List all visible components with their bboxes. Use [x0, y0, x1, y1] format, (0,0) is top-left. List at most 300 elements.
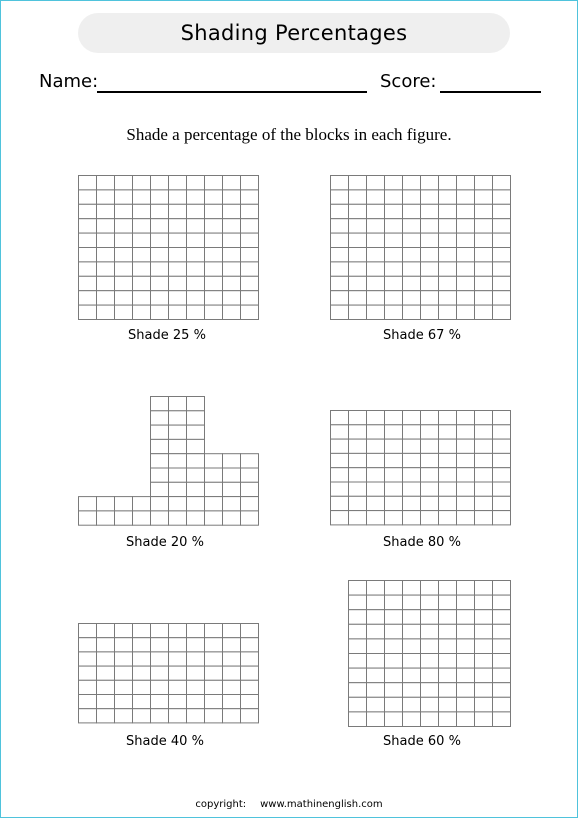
- grid-cell[interactable]: [223, 468, 241, 482]
- figure-grid-5[interactable]: [78, 623, 259, 723]
- grid-cell[interactable]: [421, 697, 439, 712]
- grid-cell[interactable]: [241, 652, 259, 666]
- grid-cell[interactable]: [457, 305, 475, 319]
- grid-cell[interactable]: [493, 610, 511, 625]
- grid-cell[interactable]: [475, 511, 493, 525]
- grid-cell[interactable]: [151, 248, 169, 262]
- grid-cell[interactable]: [169, 425, 187, 439]
- grid-cell[interactable]: [403, 248, 421, 262]
- grid-cell[interactable]: [169, 439, 187, 453]
- grid-cell[interactable]: [241, 204, 259, 218]
- grid-cell[interactable]: [403, 425, 421, 439]
- grid-cell[interactable]: [79, 695, 97, 709]
- grid-cell[interactable]: [133, 219, 151, 233]
- grid-cell[interactable]: [457, 712, 475, 727]
- grid-cell[interactable]: [475, 610, 493, 625]
- grid-cell[interactable]: [151, 291, 169, 305]
- grid-cell[interactable]: [493, 712, 511, 727]
- grid-cell[interactable]: [493, 654, 511, 669]
- grid-cell[interactable]: [385, 411, 403, 425]
- grid-cell[interactable]: [475, 712, 493, 727]
- grid-cell[interactable]: [403, 439, 421, 453]
- grid-cell[interactable]: [457, 439, 475, 453]
- grid-cell[interactable]: [367, 233, 385, 247]
- grid-cell[interactable]: [457, 683, 475, 698]
- grid-cell[interactable]: [187, 248, 205, 262]
- grid-cell[interactable]: [187, 468, 205, 482]
- grid-cell[interactable]: [169, 411, 187, 425]
- grid-cell[interactable]: [241, 709, 259, 723]
- grid-cell[interactable]: [475, 233, 493, 247]
- grid-cell[interactable]: [97, 248, 115, 262]
- grid-cell[interactable]: [205, 291, 223, 305]
- grid-cell[interactable]: [169, 397, 187, 411]
- grid-cell[interactable]: [457, 482, 475, 496]
- grid-cell[interactable]: [97, 219, 115, 233]
- grid-cell[interactable]: [403, 511, 421, 525]
- grid-cell[interactable]: [493, 262, 511, 276]
- grid-cell[interactable]: [187, 482, 205, 496]
- grid-cell[interactable]: [457, 595, 475, 610]
- grid-cell[interactable]: [421, 219, 439, 233]
- grid-cell[interactable]: [205, 248, 223, 262]
- grid-cell[interactable]: [403, 190, 421, 204]
- grid-cell[interactable]: [187, 176, 205, 190]
- grid-cell[interactable]: [493, 511, 511, 525]
- grid-cell[interactable]: [385, 581, 403, 596]
- grid-cell[interactable]: [349, 190, 367, 204]
- grid-cell[interactable]: [421, 683, 439, 698]
- grid-cell[interactable]: [367, 712, 385, 727]
- grid-cell[interactable]: [367, 595, 385, 610]
- grid-cell[interactable]: [241, 468, 259, 482]
- grid-cell[interactable]: [367, 683, 385, 698]
- grid-cell[interactable]: [223, 624, 241, 638]
- grid-cell[interactable]: [367, 639, 385, 654]
- grid-cell[interactable]: [115, 219, 133, 233]
- grid-cell[interactable]: [331, 411, 349, 425]
- grid-cell[interactable]: [187, 425, 205, 439]
- grid-cell[interactable]: [475, 581, 493, 596]
- grid-cell[interactable]: [403, 233, 421, 247]
- grid-cell[interactable]: [187, 411, 205, 425]
- grid-cell[interactable]: [403, 219, 421, 233]
- grid-cell[interactable]: [475, 425, 493, 439]
- grid-cell[interactable]: [385, 496, 403, 510]
- grid-cell[interactable]: [169, 709, 187, 723]
- grid-cell[interactable]: [403, 595, 421, 610]
- grid-cell[interactable]: [205, 680, 223, 694]
- grid-cell[interactable]: [421, 453, 439, 467]
- grid-cell[interactable]: [457, 496, 475, 510]
- grid-cell[interactable]: [133, 497, 151, 511]
- grid-cell[interactable]: [187, 233, 205, 247]
- grid-cell[interactable]: [367, 697, 385, 712]
- grid-cell[interactable]: [151, 652, 169, 666]
- grid-cell[interactable]: [97, 204, 115, 218]
- grid-cell[interactable]: [439, 248, 457, 262]
- grid-cell[interactable]: [385, 511, 403, 525]
- grid-cell[interactable]: [115, 497, 133, 511]
- grid-cell[interactable]: [385, 683, 403, 698]
- figure-grid-4[interactable]: [330, 410, 511, 525]
- grid-cell[interactable]: [205, 666, 223, 680]
- grid-cell[interactable]: [349, 468, 367, 482]
- grid-cell[interactable]: [385, 425, 403, 439]
- grid-cell[interactable]: [115, 176, 133, 190]
- grid-cell[interactable]: [349, 697, 367, 712]
- grid-cell[interactable]: [403, 204, 421, 218]
- grid-cell[interactable]: [151, 190, 169, 204]
- grid-cell[interactable]: [385, 291, 403, 305]
- grid-cell[interactable]: [421, 190, 439, 204]
- grid-cell[interactable]: [187, 219, 205, 233]
- grid-cell[interactable]: [97, 680, 115, 694]
- grid-cell[interactable]: [475, 176, 493, 190]
- grid-cell[interactable]: [223, 219, 241, 233]
- grid-cell[interactable]: [475, 639, 493, 654]
- grid-cell[interactable]: [151, 709, 169, 723]
- grid-cell[interactable]: [403, 291, 421, 305]
- grid-cell[interactable]: [493, 639, 511, 654]
- grid-cell[interactable]: [421, 712, 439, 727]
- grid-cell[interactable]: [457, 176, 475, 190]
- grid-cell[interactable]: [169, 680, 187, 694]
- grid-cell[interactable]: [151, 305, 169, 319]
- grid-cell[interactable]: [115, 680, 133, 694]
- grid-cell[interactable]: [187, 190, 205, 204]
- grid-cell[interactable]: [367, 190, 385, 204]
- grid-cell[interactable]: [403, 453, 421, 467]
- grid-cell[interactable]: [493, 697, 511, 712]
- grid-cell[interactable]: [115, 638, 133, 652]
- grid-cell[interactable]: [97, 666, 115, 680]
- grid-cell[interactable]: [223, 190, 241, 204]
- grid-cell[interactable]: [241, 262, 259, 276]
- grid-cell[interactable]: [187, 497, 205, 511]
- grid-cell[interactable]: [133, 666, 151, 680]
- grid-cell[interactable]: [241, 233, 259, 247]
- grid-cell[interactable]: [115, 233, 133, 247]
- grid-cell[interactable]: [457, 219, 475, 233]
- grid-cell[interactable]: [439, 654, 457, 669]
- grid-cell[interactable]: [385, 468, 403, 482]
- grid-cell[interactable]: [79, 219, 97, 233]
- figure-grid-6[interactable]: [348, 580, 511, 727]
- grid-cell[interactable]: [115, 511, 133, 525]
- grid-cell[interactable]: [115, 305, 133, 319]
- grid-cell[interactable]: [169, 262, 187, 276]
- grid-cell[interactable]: [439, 511, 457, 525]
- grid-cell[interactable]: [205, 624, 223, 638]
- grid-cell[interactable]: [367, 482, 385, 496]
- grid-cell[interactable]: [169, 695, 187, 709]
- grid-cell[interactable]: [403, 496, 421, 510]
- grid-cell[interactable]: [367, 668, 385, 683]
- grid-cell[interactable]: [385, 639, 403, 654]
- grid-cell[interactable]: [439, 204, 457, 218]
- grid-cell[interactable]: [205, 709, 223, 723]
- grid-cell[interactable]: [169, 638, 187, 652]
- grid-cell[interactable]: [331, 248, 349, 262]
- grid-cell[interactable]: [241, 511, 259, 525]
- grid-cell[interactable]: [223, 204, 241, 218]
- grid-cell[interactable]: [385, 697, 403, 712]
- grid-cell[interactable]: [385, 610, 403, 625]
- grid-cell[interactable]: [385, 712, 403, 727]
- grid-cell[interactable]: [475, 468, 493, 482]
- grid-cell[interactable]: [403, 610, 421, 625]
- grid-cell[interactable]: [421, 262, 439, 276]
- grid-cell[interactable]: [439, 712, 457, 727]
- grid-cell[interactable]: [169, 305, 187, 319]
- grid-cell[interactable]: [403, 305, 421, 319]
- grid-cell[interactable]: [349, 425, 367, 439]
- grid-cell[interactable]: [385, 233, 403, 247]
- grid-cell[interactable]: [205, 305, 223, 319]
- grid-cell[interactable]: [439, 468, 457, 482]
- grid-cell[interactable]: [349, 624, 367, 639]
- grid-cell[interactable]: [331, 204, 349, 218]
- grid-cell[interactable]: [475, 248, 493, 262]
- grid-cell[interactable]: [493, 468, 511, 482]
- grid-cell[interactable]: [241, 624, 259, 638]
- grid-cell[interactable]: [475, 190, 493, 204]
- grid-cell[interactable]: [223, 511, 241, 525]
- grid-cell[interactable]: [367, 176, 385, 190]
- grid-cell[interactable]: [97, 276, 115, 290]
- grid-cell[interactable]: [151, 176, 169, 190]
- grid-cell[interactable]: [97, 511, 115, 525]
- grid-cell[interactable]: [187, 305, 205, 319]
- grid-cell[interactable]: [241, 276, 259, 290]
- grid-cell[interactable]: [493, 425, 511, 439]
- grid-cell[interactable]: [223, 454, 241, 468]
- grid-cell[interactable]: [439, 482, 457, 496]
- grid-cell[interactable]: [169, 454, 187, 468]
- grid-cell[interactable]: [457, 262, 475, 276]
- grid-cell[interactable]: [421, 468, 439, 482]
- grid-cell[interactable]: [439, 262, 457, 276]
- grid-cell[interactable]: [205, 482, 223, 496]
- grid-cell[interactable]: [79, 624, 97, 638]
- grid-cell[interactable]: [331, 233, 349, 247]
- grid-cell[interactable]: [493, 482, 511, 496]
- grid-cell[interactable]: [187, 666, 205, 680]
- grid-cell[interactable]: [241, 190, 259, 204]
- grid-cell[interactable]: [457, 654, 475, 669]
- grid-cell[interactable]: [403, 276, 421, 290]
- grid-cell[interactable]: [331, 176, 349, 190]
- grid-cell[interactable]: [205, 652, 223, 666]
- grid-cell[interactable]: [349, 683, 367, 698]
- grid-cell[interactable]: [457, 610, 475, 625]
- grid-cell[interactable]: [205, 511, 223, 525]
- grid-cell[interactable]: [367, 248, 385, 262]
- grid-cell[interactable]: [223, 482, 241, 496]
- grid-cell[interactable]: [385, 204, 403, 218]
- grid-cell[interactable]: [367, 425, 385, 439]
- grid-cell[interactable]: [367, 262, 385, 276]
- grid-cell[interactable]: [331, 439, 349, 453]
- grid-cell[interactable]: [151, 425, 169, 439]
- grid-cell[interactable]: [331, 262, 349, 276]
- grid-cell[interactable]: [169, 176, 187, 190]
- grid-cell[interactable]: [223, 233, 241, 247]
- grid-cell[interactable]: [439, 291, 457, 305]
- grid-cell[interactable]: [151, 204, 169, 218]
- grid-cell[interactable]: [475, 453, 493, 467]
- figure-grid-2[interactable]: [330, 175, 511, 320]
- grid-cell[interactable]: [187, 624, 205, 638]
- grid-cell[interactable]: [475, 654, 493, 669]
- grid-cell[interactable]: [439, 233, 457, 247]
- grid-cell[interactable]: [241, 680, 259, 694]
- grid-cell[interactable]: [133, 624, 151, 638]
- grid-cell[interactable]: [493, 595, 511, 610]
- grid-cell[interactable]: [205, 219, 223, 233]
- grid-cell[interactable]: [241, 695, 259, 709]
- grid-cell[interactable]: [169, 624, 187, 638]
- grid-cell[interactable]: [349, 219, 367, 233]
- grid-cell[interactable]: [457, 468, 475, 482]
- grid-cell[interactable]: [421, 595, 439, 610]
- grid-cell[interactable]: [349, 276, 367, 290]
- grid-cell[interactable]: [349, 262, 367, 276]
- grid-cell[interactable]: [187, 680, 205, 694]
- grid-cell[interactable]: [349, 595, 367, 610]
- grid-cell[interactable]: [475, 305, 493, 319]
- grid-cell[interactable]: [187, 204, 205, 218]
- grid-cell[interactable]: [133, 176, 151, 190]
- grid-cell[interactable]: [385, 482, 403, 496]
- grid-cell[interactable]: [439, 439, 457, 453]
- grid-cell[interactable]: [133, 680, 151, 694]
- grid-cell[interactable]: [421, 610, 439, 625]
- grid-cell[interactable]: [223, 497, 241, 511]
- grid-cell[interactable]: [241, 482, 259, 496]
- grid-cell[interactable]: [385, 654, 403, 669]
- grid-cell[interactable]: [79, 497, 97, 511]
- grid-cell[interactable]: [475, 439, 493, 453]
- grid-cell[interactable]: [187, 511, 205, 525]
- grid-cell[interactable]: [241, 219, 259, 233]
- grid-cell[interactable]: [421, 411, 439, 425]
- grid-cell[interactable]: [403, 654, 421, 669]
- grid-cell[interactable]: [367, 291, 385, 305]
- grid-cell[interactable]: [349, 411, 367, 425]
- grid-cell[interactable]: [97, 262, 115, 276]
- grid-cell[interactable]: [133, 638, 151, 652]
- grid-cell[interactable]: [385, 190, 403, 204]
- grid-cell[interactable]: [493, 453, 511, 467]
- grid-cell[interactable]: [439, 190, 457, 204]
- grid-cell[interactable]: [169, 204, 187, 218]
- grid-cell[interactable]: [169, 233, 187, 247]
- grid-cell[interactable]: [133, 695, 151, 709]
- grid-cell[interactable]: [115, 624, 133, 638]
- grid-cell[interactable]: [169, 248, 187, 262]
- grid-cell[interactable]: [475, 219, 493, 233]
- grid-cell[interactable]: [403, 624, 421, 639]
- grid-cell[interactable]: [475, 276, 493, 290]
- grid-cell[interactable]: [349, 305, 367, 319]
- grid-cell[interactable]: [133, 190, 151, 204]
- grid-cell[interactable]: [223, 176, 241, 190]
- grid-cell[interactable]: [331, 482, 349, 496]
- grid-cell[interactable]: [421, 511, 439, 525]
- grid-cell[interactable]: [385, 624, 403, 639]
- grid-cell[interactable]: [97, 305, 115, 319]
- grid-cell[interactable]: [115, 190, 133, 204]
- grid-cell[interactable]: [421, 291, 439, 305]
- grid-cell[interactable]: [421, 654, 439, 669]
- grid-cell[interactable]: [151, 411, 169, 425]
- grid-cell[interactable]: [457, 425, 475, 439]
- grid-cell[interactable]: [349, 511, 367, 525]
- grid-cell[interactable]: [223, 291, 241, 305]
- grid-cell[interactable]: [169, 291, 187, 305]
- grid-cell[interactable]: [367, 453, 385, 467]
- grid-cell[interactable]: [421, 639, 439, 654]
- grid-cell[interactable]: [457, 697, 475, 712]
- grid-cell[interactable]: [367, 305, 385, 319]
- grid-cell[interactable]: [79, 652, 97, 666]
- grid-cell[interactable]: [187, 709, 205, 723]
- grid-cell[interactable]: [151, 276, 169, 290]
- grid-cell[interactable]: [439, 276, 457, 290]
- grid-cell[interactable]: [367, 411, 385, 425]
- grid-cell[interactable]: [241, 454, 259, 468]
- grid-cell[interactable]: [439, 219, 457, 233]
- grid-cell[interactable]: [421, 482, 439, 496]
- grid-cell[interactable]: [151, 482, 169, 496]
- grid-cell[interactable]: [97, 638, 115, 652]
- grid-cell[interactable]: [349, 439, 367, 453]
- grid-cell[interactable]: [493, 439, 511, 453]
- grid-cell[interactable]: [493, 496, 511, 510]
- grid-cell[interactable]: [367, 511, 385, 525]
- grid-cell[interactable]: [403, 712, 421, 727]
- grid-cell[interactable]: [457, 248, 475, 262]
- grid-cell[interactable]: [349, 654, 367, 669]
- grid-cell[interactable]: [493, 624, 511, 639]
- grid-cell[interactable]: [439, 496, 457, 510]
- grid-cell[interactable]: [187, 276, 205, 290]
- grid-cell[interactable]: [169, 511, 187, 525]
- grid-cell[interactable]: [475, 668, 493, 683]
- grid-cell[interactable]: [169, 666, 187, 680]
- grid-cell[interactable]: [385, 276, 403, 290]
- grid-cell[interactable]: [151, 666, 169, 680]
- grid-cell[interactable]: [349, 610, 367, 625]
- grid-cell[interactable]: [79, 204, 97, 218]
- grid-cell[interactable]: [475, 595, 493, 610]
- grid-cell[interactable]: [223, 276, 241, 290]
- grid-cell[interactable]: [475, 482, 493, 496]
- grid-cell[interactable]: [385, 248, 403, 262]
- grid-cell[interactable]: [241, 248, 259, 262]
- grid-cell[interactable]: [403, 683, 421, 698]
- grid-cell[interactable]: [331, 468, 349, 482]
- grid-cell[interactable]: [97, 695, 115, 709]
- grid-cell[interactable]: [133, 276, 151, 290]
- grid-cell[interactable]: [187, 439, 205, 453]
- grid-cell[interactable]: [115, 248, 133, 262]
- grid-cell[interactable]: [439, 411, 457, 425]
- grid-cell[interactable]: [349, 204, 367, 218]
- grid-cell[interactable]: [151, 233, 169, 247]
